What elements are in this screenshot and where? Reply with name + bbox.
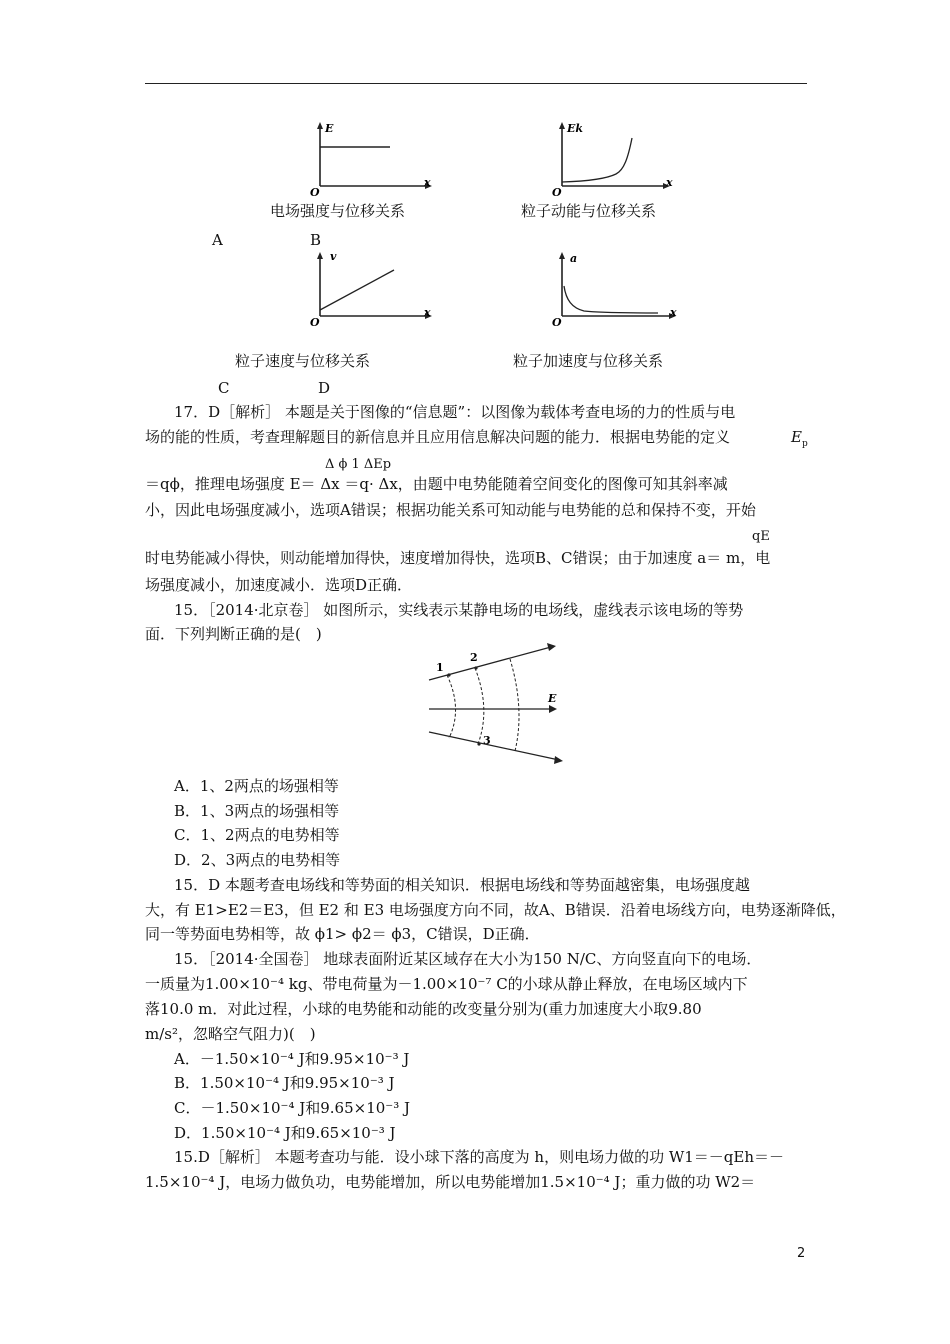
graph-b-caption: 粒子动能与位移关系 — [521, 202, 657, 220]
graph-d-ylabel: a — [570, 252, 578, 265]
graph-a-origin: O — [310, 186, 320, 199]
q15b-stem1: 15．［2014·全国卷］ 地球表面附近某区域存在大小为150 N/C、方向竖直向下的电场． — [174, 950, 762, 968]
graph-b-ylabel: Ek — [567, 122, 584, 135]
point-1-label: 1 — [436, 661, 444, 674]
q17-line6: 场强度减小，加速度减小．选项D正确． — [145, 576, 413, 594]
graph-c-letter: C — [218, 379, 230, 397]
q15b-option-a: A．－1.50×10⁻⁴ J和9.95×10⁻³ J — [174, 1050, 410, 1068]
graph-d — [548, 250, 683, 330]
q15a-option-b: B．1、3两点的场强相等 — [174, 802, 340, 820]
point-2-label: 2 — [470, 651, 478, 664]
q15a-stem1: 15．［2014·北京卷］ 如图所示，实线表示某静电场的电场线，虚线表示该电场的等势 — [174, 601, 744, 619]
graph-c — [306, 250, 436, 330]
graph-b-xlabel: x — [666, 176, 673, 189]
q15a-answer-line2: 大，有 E1>E2＝E3，但 E2 和 E3 电场强度方向不同，故A、B错误．沿着电场线方向，电势逐渐降低， — [145, 901, 846, 919]
q17-line4: 小，因此电场强度减小，选项A错误；根据功能关系可知动能与电势能的总和保持不变，开始 — [145, 501, 756, 519]
graph-c-origin: O — [310, 316, 320, 329]
q15b-option-c: C．－1.50×10⁻⁴ J和9.65×10⁻³ J — [174, 1099, 411, 1117]
graph-c-caption: 粒子速度与位移关系 — [235, 352, 371, 370]
graph-b-origin: O — [552, 186, 562, 199]
page-number: 2 — [797, 1246, 806, 1261]
q15a-answer-line3: 同一等势面电势相等，故 ϕ1> ϕ2＝ ϕ3，C错误，D正确． — [145, 925, 540, 943]
field-label: E — [548, 692, 557, 705]
q15a-option-c: C．1、2两点的电势相等 — [174, 826, 340, 844]
graph-a-ylabel: E — [325, 122, 334, 135]
graph-d-xlabel: x — [670, 306, 677, 319]
graph-d-caption: 粒子加速度与位移关系 — [513, 352, 664, 370]
q15b-option-b: B．1.50×10⁻⁴ J和9.95×10⁻³ J — [174, 1074, 395, 1092]
graph-c-ylabel: v — [330, 250, 337, 263]
graph-a — [306, 120, 436, 200]
graph-c-xlabel: x — [424, 306, 431, 319]
q15a-answer-line1: 15．D 本题考查电场线和等势面的相关知识．根据电场线和等势面越密集，电场强度越 — [174, 876, 750, 894]
q15b-stem2: 一质量为1.00×10⁻⁴ kg、带电荷量为－1.00×10⁻⁷ C的小球从静止释放，在电场区域内下 — [145, 975, 748, 993]
q17-line3: ＝qϕ，推理电场强度 E＝ Δx ＝q· Δx，由题中电势能随着空间变化的图像可知其斜率减 — [145, 475, 728, 493]
q15b-stem4: m/s²，忽略空气阻力)( ) — [145, 1025, 316, 1043]
q17-ep-symbol: $E_p$ — [791, 428, 808, 449]
q17-fraction-numerators: Δ ϕ 1 ΔEp — [325, 457, 392, 472]
q17-line5: 时电势能减小得快，则动能增加得快，速度增加得快，选项B、C错误；由于加速度 a＝ m，电 — [145, 549, 771, 567]
graph-b-letter: B — [310, 231, 322, 249]
graph-a-letter: A — [212, 231, 223, 249]
graph-a-caption: 电场强度与位移关系 — [270, 202, 406, 220]
graph-a-xlabel: x — [424, 176, 431, 189]
q17-qE: qE — [752, 529, 770, 544]
q15b-answer-line2: 1.5×10⁻⁴ J，电场力做负功，电势能增加，所以电势能增加1.5×10⁻⁴ J；重力做的功 W2＝ — [145, 1173, 756, 1191]
q15a-stem2: 面．下列判断正确的是( ) — [145, 625, 322, 643]
graph-d-letter: D — [318, 379, 331, 397]
q15a-option-d: D．2、3两点的电势相等 — [174, 851, 341, 869]
graph-b — [548, 120, 678, 200]
point-3-label: 3 — [483, 734, 491, 747]
q15b-answer-line1: 15.D［解析］ 本题考查功与能．设小球下落的高度为 h，则电场力做的功 W1＝－qEh＝－ — [174, 1148, 785, 1166]
q15b-option-d: D．1.50×10⁻⁴ J和9.65×10⁻³ J — [174, 1124, 396, 1142]
header-rule — [145, 83, 807, 84]
q15a-option-a: A．1、2两点的场强相等 — [174, 777, 339, 795]
q15b-stem3: 落10.0 m．对此过程，小球的电势能和动能的改变量分别为(重力加速度大小取9.80 — [145, 1000, 702, 1018]
q17-line1: 17．D［解析］ 本题是关于图像的“信息题”：以图像为载体考查电场的力的性质与电 — [174, 403, 736, 421]
q17-line2: 场的能的性质，考查理解题目的新信息并且应用信息解决问题的能力．根据电势能的定义 — [145, 428, 731, 446]
field-lines-figure — [425, 640, 565, 765]
graph-d-origin: O — [552, 316, 562, 329]
